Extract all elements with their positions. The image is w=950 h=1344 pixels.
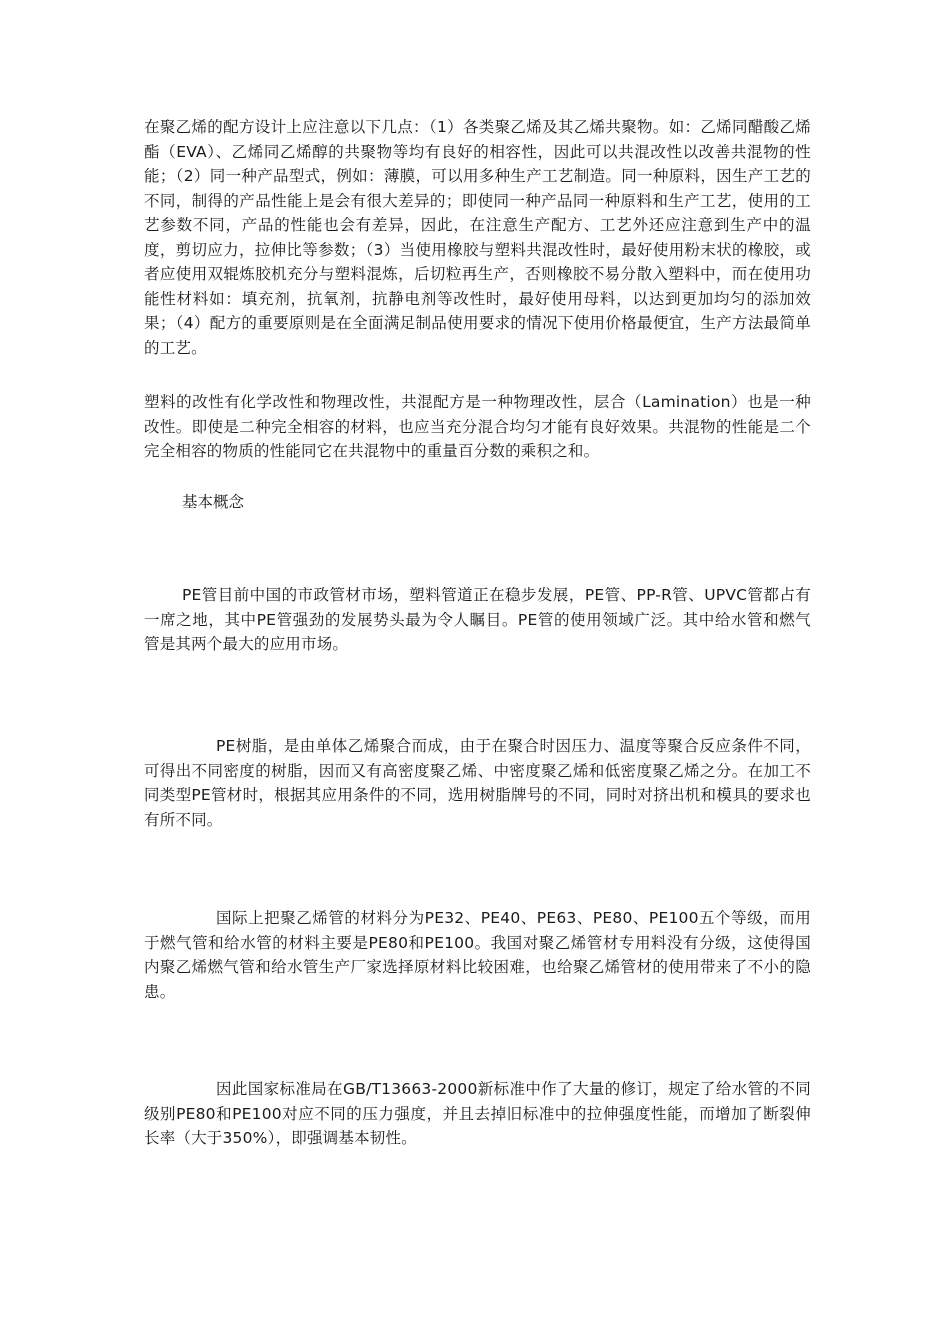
paragraph-pe-pipe-market: PE管目前中国的市政管材市场，塑料管道正在稳步发展，PE管、PP-R管、UPVC管都占有一席之地，其中PE管强劲的发展势头最为令人瞩目。PE管的使用领域广泛。其中给水管和燃气管是其两个最大的应用市场。 — [144, 586, 811, 653]
paragraph-national-standard: 因此国家标准局在GB/T13663-2000新标准中作了大量的修订，规定了给水管的不同级别PE80和PE100对应不同的压力强度，并且去掉旧标准中的拉伸强度性能，而增加了断裂伸长率（大于350%），即强调基本韧性。 — [144, 1080, 811, 1147]
paragraph-modification: 塑料的改性有化学改性和物理改性，共混配方是一种物理改性，层合（Lamination）也是一种改性。即使是二种完全相容的材料，也应当充分混合均匀才能有良好效果。共混物的性能是二个完全相容的物质的性能同它在共混物中的重量百分数的乘积之和。 — [144, 393, 811, 460]
paragraph-material-grades: 国际上把聚乙烯管的材料分为PE32、PE40、PE63、PE80、PE100五个等级，而用于燃气管和给水管的材料主要是PE80和PE100。我国对聚乙烯管材专用料没有分级，这使得国内聚乙烯燃气管和给水管生产厂家选择原材料比较困难，也给聚乙烯管材的使用带来了不小的隐患。 — [144, 909, 811, 1001]
paragraph-formulation-notes: 在聚乙烯的配方设计上应注意以下几点：（1）各类聚乙烯及其乙烯共聚物。如：乙烯同醋酸乙烯酯（EVA）、乙烯同乙烯醇的共聚物等均有良好的相容性，因此可以共混改性以改善共混物的性能；（2）同一种产品型式，例如：薄膜，可以用多种生产工艺制造。同一种原料，因生产工艺的不同，制得的产品性能上是会有很大差异的；即使同一种产品同一种原料和生产工艺，使用的工艺参数不同，产品的性能也会有差异，因此，在注意生产配方、工艺外还应注意到生产中的温度，剪切应力，拉伸比等参数；（3）当使用橡胶与塑料共混改性时，最好使用粉末状的橡胶，或者应使用双辊炼胶机充分与塑料混炼，后切粒再生产，否则橡胶不易分散入塑料中，而在使用功能性材料如：填充剂，抗氧剂，抗静电剂等改性时，最好使用母料，以达到更加均匀的添加效果；（4）配方的重要原则是在全面满足制品使用要求的情况下使用价格最便宜，生产方法最简单的工艺。 — [144, 118, 811, 357]
paragraph-pe-resin: PE树脂，是由单体乙烯聚合而成，由于在聚合时因压力、温度等聚合反应条件不同，可得出不同密度的树脂，因而又有高密度聚乙烯、中密度聚乙烯和低密度聚乙烯之分。在加工不同类型PE管材时，根据其应用条件的不同，选用树脂牌号的不同，同时对挤出机和模具的要求也有所不同。 — [144, 737, 811, 829]
section-heading: 基本概念 — [182, 493, 245, 511]
